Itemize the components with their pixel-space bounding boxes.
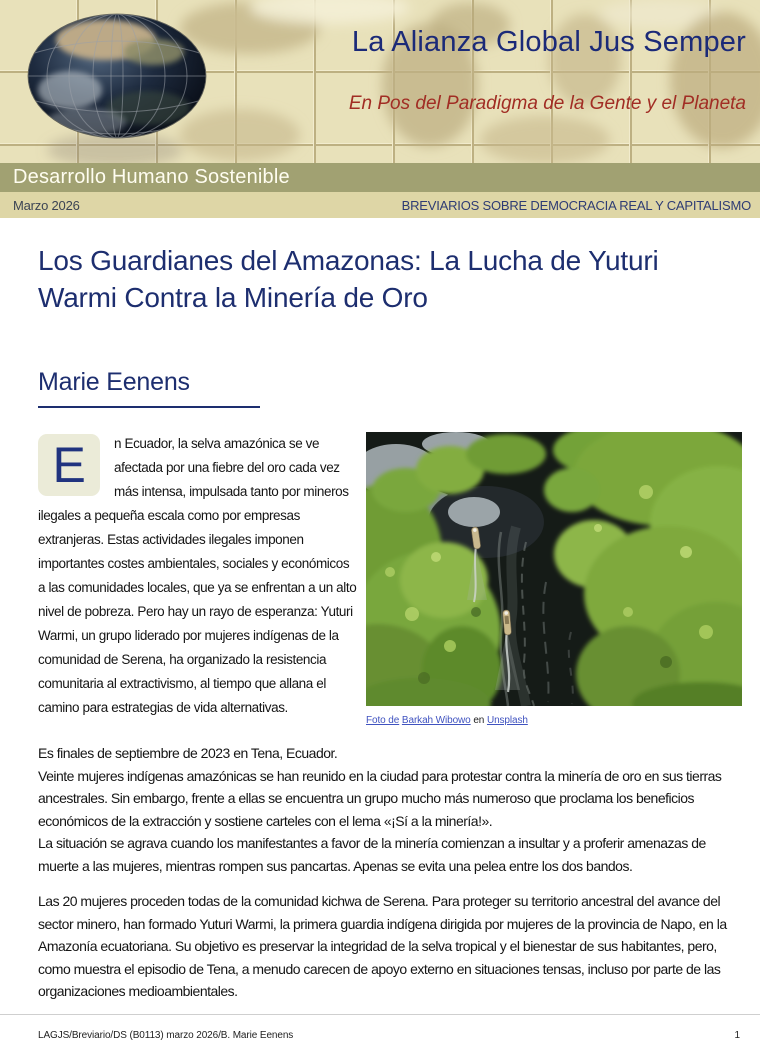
paragraph-2-line-3: La situación se agrava cuando los manifestantes a favor de la minería comienzan a insultar y a proferir amenazas de muerte a las mujeres, mientras rompen sus pancartas. Apenas se evita una pelea entre los dos bandos.	[38, 835, 706, 874]
org-tagline: En Pos del Paradigma de la Gente y el Planeta	[348, 93, 746, 114]
page-number: 1	[734, 1030, 740, 1041]
photo-credit	[366, 715, 742, 726]
footer-rule	[0, 1014, 760, 1015]
lead-section	[38, 432, 744, 732]
author-rule	[38, 406, 260, 408]
article-body	[0, 242, 760, 1003]
org-title: La Alianza Global Jus Semper	[351, 26, 746, 58]
amazon-river-photo	[366, 432, 742, 706]
article-photo	[366, 432, 742, 732]
globe-icon	[26, 12, 208, 142]
lead-paragraph-text: n Ecuador, la selva amazónica se ve afectada por una fiebre del oro cada vez más intensa, impulsada tanto por mineros ilegales a pequeña escala como por empresas extranjeras. Estas actividades ilegales imponen importantes costes ambientales, sociales y económicos a las comunidades locales, que ya se enfrentan a un alto nivel de pobreza. Pero hay un rayo de esperanza: Yuturi Warmi, un grupo liderado por mujeres indígenas de la comunidad de Serena, ha organizado la resistencia comunitaria al extractivismo, al tiempo que allana el camino para estrategias de vida alternativas.	[38, 436, 357, 715]
dropcap: E	[38, 434, 100, 496]
masthead	[0, 0, 760, 163]
series-bar	[0, 192, 760, 218]
photo-credit-author-link[interactable]: Barkah Wibowo	[401, 715, 471, 726]
program-bar	[0, 163, 760, 192]
footer-reference: LAGJS/Breviario/DS (B0113) marzo 2026/B. Marie Eenens	[38, 1030, 294, 1041]
issue-date: Marzo 2026	[13, 197, 80, 213]
lead-paragraph	[38, 432, 358, 732]
series-title: BREVIARIOS SOBRE DEMOCRACIA REAL Y CAPITALISMO	[401, 197, 751, 213]
paragraph-2-line-1: Es finales de septiembre de 2023 en Tena, Ecuador.	[38, 745, 338, 761]
photo-credit-prefix-link[interactable]: Foto de	[366, 715, 400, 726]
paragraph-3: Las 20 mujeres proceden todas de la comunidad kichwa de Serena. Para proteger su territorio ancestral del avance del sector minero, han formado Yuturi Warmi, la primera guardia indígena dirigida por mujeres de la provincia de Napo, en la Amazonía ecuatoriana. Su objetivo es preservar la integridad de la selva tropical y el bienestar de sus habitantes, pero, como muestra el episodio de Tena, a menudo carecen de apoyo externo en situaciones tensas, incluso por parte de las organizaciones medioambientales.	[38, 893, 727, 999]
article-title: Los Guardianes del Amazonas: La Lucha de Yuturi Warmi Contra la Minería de Oro	[38, 245, 659, 313]
photo-credit-source-link[interactable]: Unsplash	[486, 715, 528, 726]
photo-credit-conjunction: en	[473, 715, 485, 726]
paragraph-2	[38, 742, 742, 877]
paragraph-2-line-2: Veinte mujeres indígenas amazónicas se han reunido en la ciudad para protestar contra la minería de oro en sus tierras ancestrales. Sin embargo, frente a ellas se encuentra un grupo mucho más numeroso que proclama los beneficios económicos de la extracción y sostiene carteles con el lema «¡Sí a la minería!».	[38, 767, 722, 829]
program-bar-label: Desarrollo Humano Sostenible	[13, 166, 290, 188]
author-name: Marie Eenens	[38, 368, 190, 396]
